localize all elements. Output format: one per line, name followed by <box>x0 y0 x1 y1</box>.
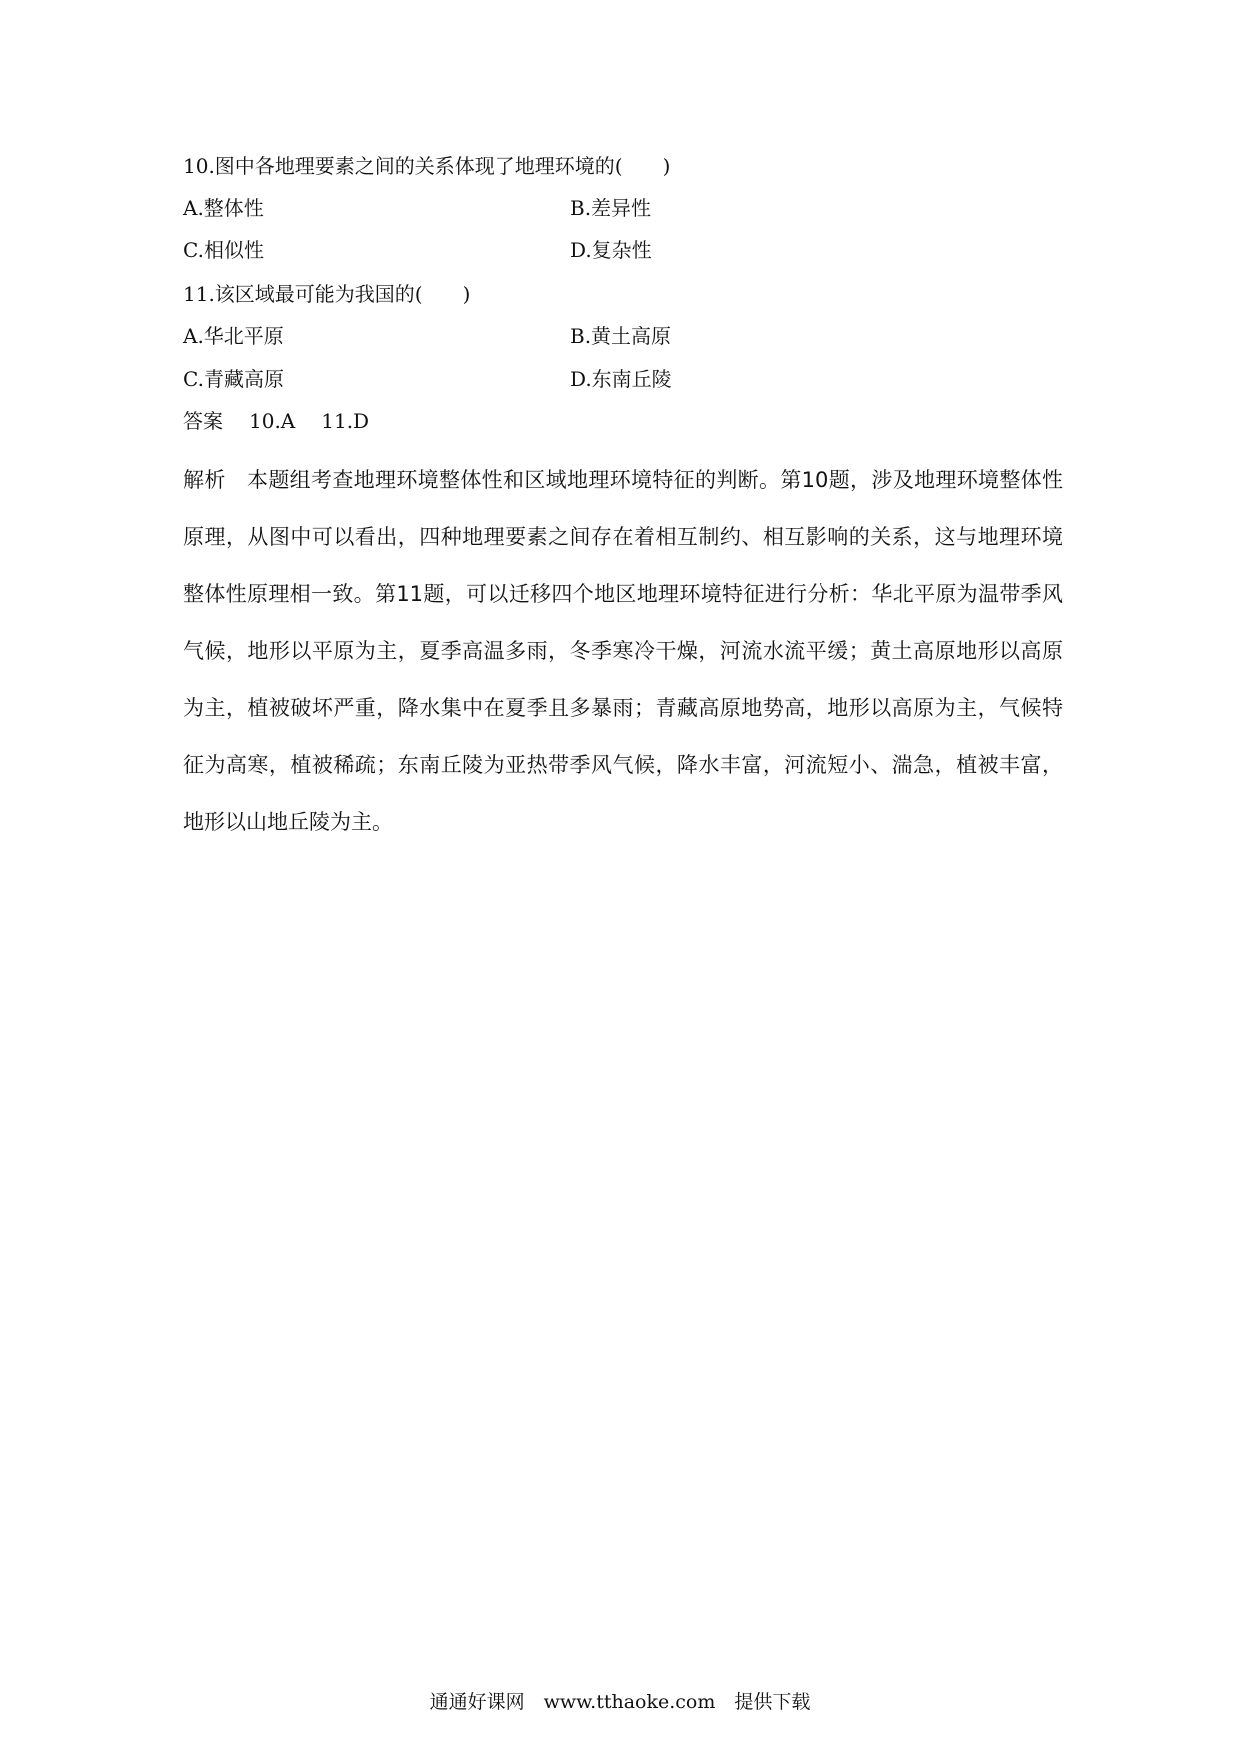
analysis-text: 本题组考查地理环境整体性和区域地理环境特征的判断。第10题，涉及地理环境整体性原理，从图中可以看出，四种地理要素之间存在着相互制约、相互影响的关系，这与地理环境整体性原理相一致。第11题，可以迁移四个地区地理环境特征进行分析：华北平原为温带季风气候，地形以平原为主，夏季高温多雨，冬季寒冷干燥，河流水流平缓；黄土高原地形以高原为主，植被破坏严重，降水集中在夏季且多暴雨；青藏高原地势高，地形以高原为主，气候特征为高寒，植被稀疏；东南丘陵为亚热带季风气候，降水丰富，河流短小、湍急，植被丰富，地形以山地丘陵为主。 <box>183 468 1064 834</box>
question-10-option-b: B.差异性 <box>570 196 652 220</box>
analysis-paragraph <box>183 452 1063 851</box>
question-10-option-a: A.整体性 <box>183 196 264 220</box>
question-11-option-c: C.青藏高原 <box>183 367 284 391</box>
question-11-option-d: D.东南丘陵 <box>570 367 672 391</box>
question-10-option-c: C.相似性 <box>183 238 264 262</box>
question-10-stem: 10.图中各地理要素之间的关系体现了地理环境的( ) <box>183 154 671 178</box>
analysis-label: 解析 <box>183 468 226 492</box>
question-11-stem: 11.该区域最可能为我国的( ) <box>183 282 471 306</box>
answer-item: 10.A <box>249 409 296 433</box>
answer-line <box>183 407 369 435</box>
footer-source: 通通好课网 www.tthaoke.com 提供下载 <box>429 1691 811 1713</box>
question-11-option-a: A.华北平原 <box>183 324 284 348</box>
question-10-option-d: D.复杂性 <box>570 238 652 262</box>
question-11-option-b: B.黄土高原 <box>570 324 672 348</box>
answer-item: 11.D <box>321 409 370 433</box>
answer-label: 答案 <box>183 409 223 433</box>
